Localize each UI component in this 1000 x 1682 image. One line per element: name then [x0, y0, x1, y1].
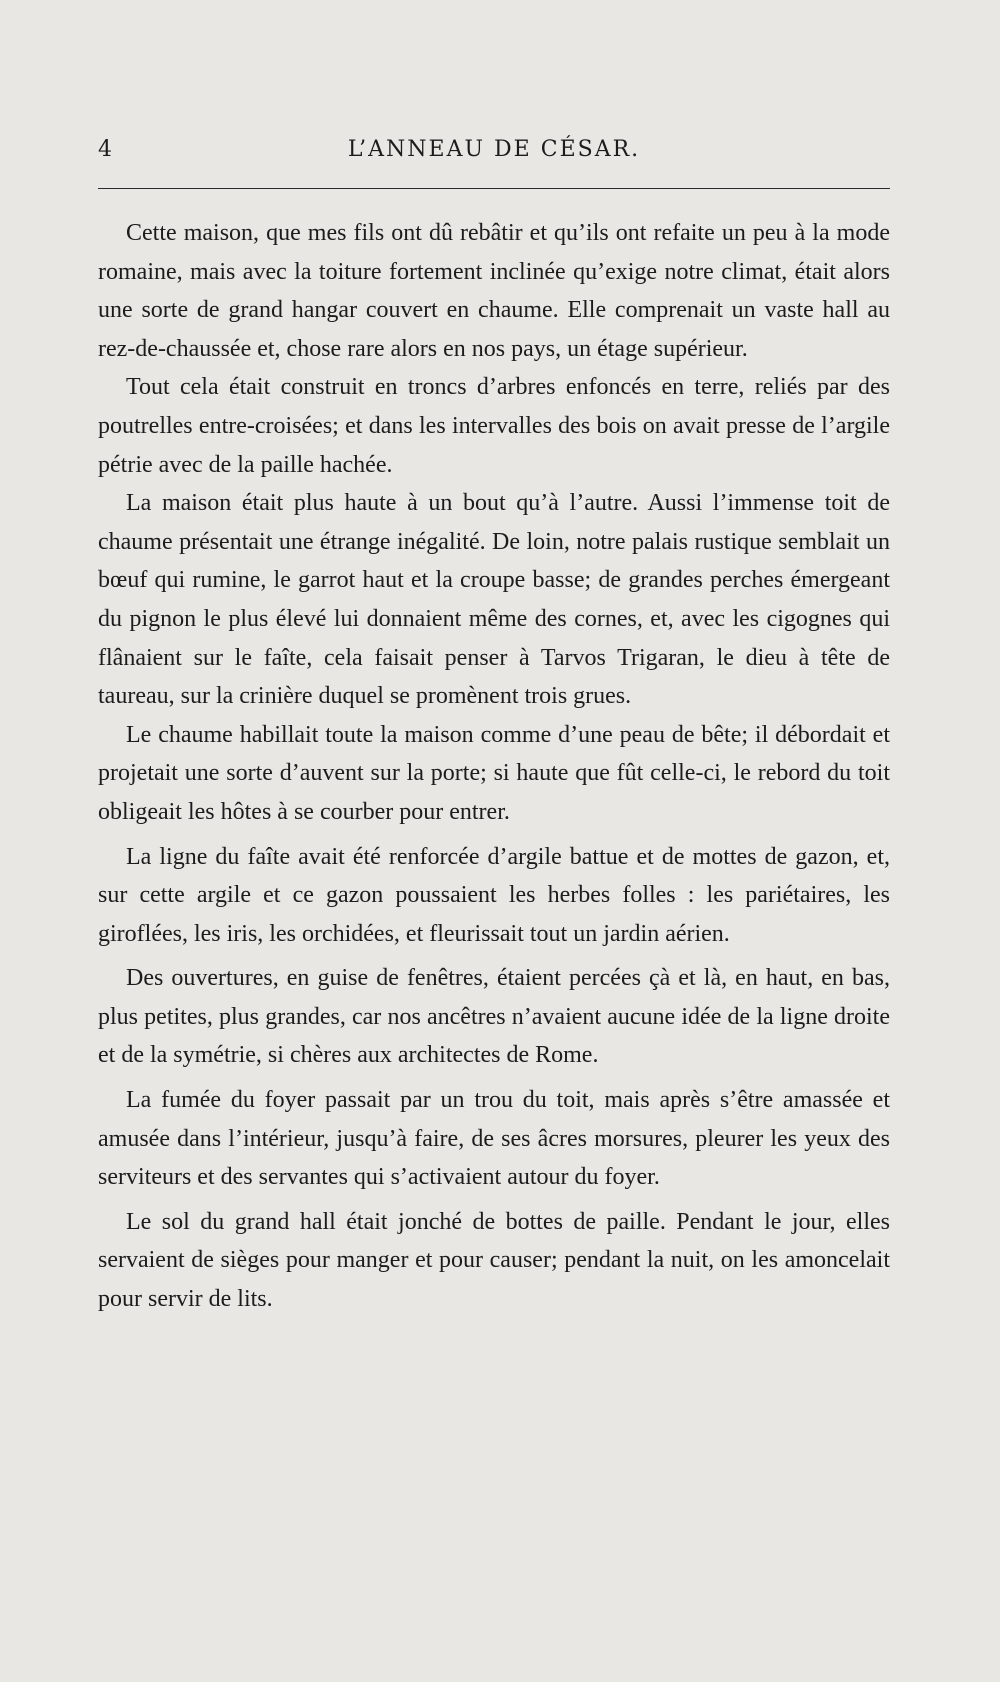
- paragraph: Des ouvertures, en guise de fenêtres, étaient percées çà et là, en haut, en bas, plus petites, plus grandes, car nos ancêtres n’avaient aucune idée de la ligne droite et de la symétrie, si chères aux architectes de Rome.: [98, 965, 890, 1069]
- body-text: [98, 214, 890, 1319]
- page-header: [98, 137, 890, 171]
- paragraph: Le chaume habillait toute la maison comme d’une peau de bête; il débordait et projetait une sorte d’auvent sur la porte; si haute que fût celle-ci, le rebord du toit obligeait les hôtes à se courber pour entrer.: [98, 721, 890, 825]
- paragraph: La ligne du faîte avait été renforcée d’argile battue et de mottes de gazon, et, sur cette argile et ce gazon poussaient les herbes folles : les pariétaires, les giroflées, les iris, les orchidées, et fleurissait tout un jardin aérien.: [98, 843, 890, 947]
- paragraph: Tout cela était construit en troncs d’arbres enfoncés en terre, reliés par des poutrelles entre-croisées; et dans les intervalles des bois on avait presse de l’argile pétrie avec de la paille hachée.: [98, 374, 890, 478]
- header-rule: [98, 188, 890, 189]
- paragraph: La maison était plus haute à un bout qu’à l’autre. Aussi l’immense toit de chaume présentait une étrange inégalité. De loin, notre palais rustique semblait un bœuf qui rumine, le garrot haut et la croupe basse; de grandes perches émergeant du pignon le plus élevé lui donnaient même des cornes, et, avec les cigognes qui flânaient sur le faîte, cela faisait penser à Tarvos Trigaran, le dieu à tête de taureau, sur la crinière duquel se promènent trois grues.: [98, 490, 890, 710]
- page-number: 4: [98, 137, 113, 162]
- paragraph: Cette maison, que mes fils ont dû rebâtir et qu’ils ont refaite un peu à la mode romaine, mais avec la toiture fortement inclinée qu’exige notre climat, était alors une sorte de grand hangar couvert en chaume. Elle comprenait un vaste hall au rez-de-chaussée et, chose rare alors en nos pays, un étage supérieur.: [98, 220, 890, 362]
- paragraph: Le sol du grand hall était jonché de bottes de paille. Pendant le jour, elles servaient de sièges pour manger et pour causer; pendant la nuit, on les amoncelait pour servir de lits.: [98, 1208, 890, 1313]
- running-title: L’ANNEAU DE CÉSAR.: [347, 137, 641, 162]
- paragraph: La fumée du foyer passait par un trou du toit, mais après s’être amassée et amusée dans l’intérieur, jusqu’à faire, de ses âcres morsures, pleurer les yeux des serviteurs et des servantes qui s’activaient autour du foyer.: [98, 1087, 890, 1191]
